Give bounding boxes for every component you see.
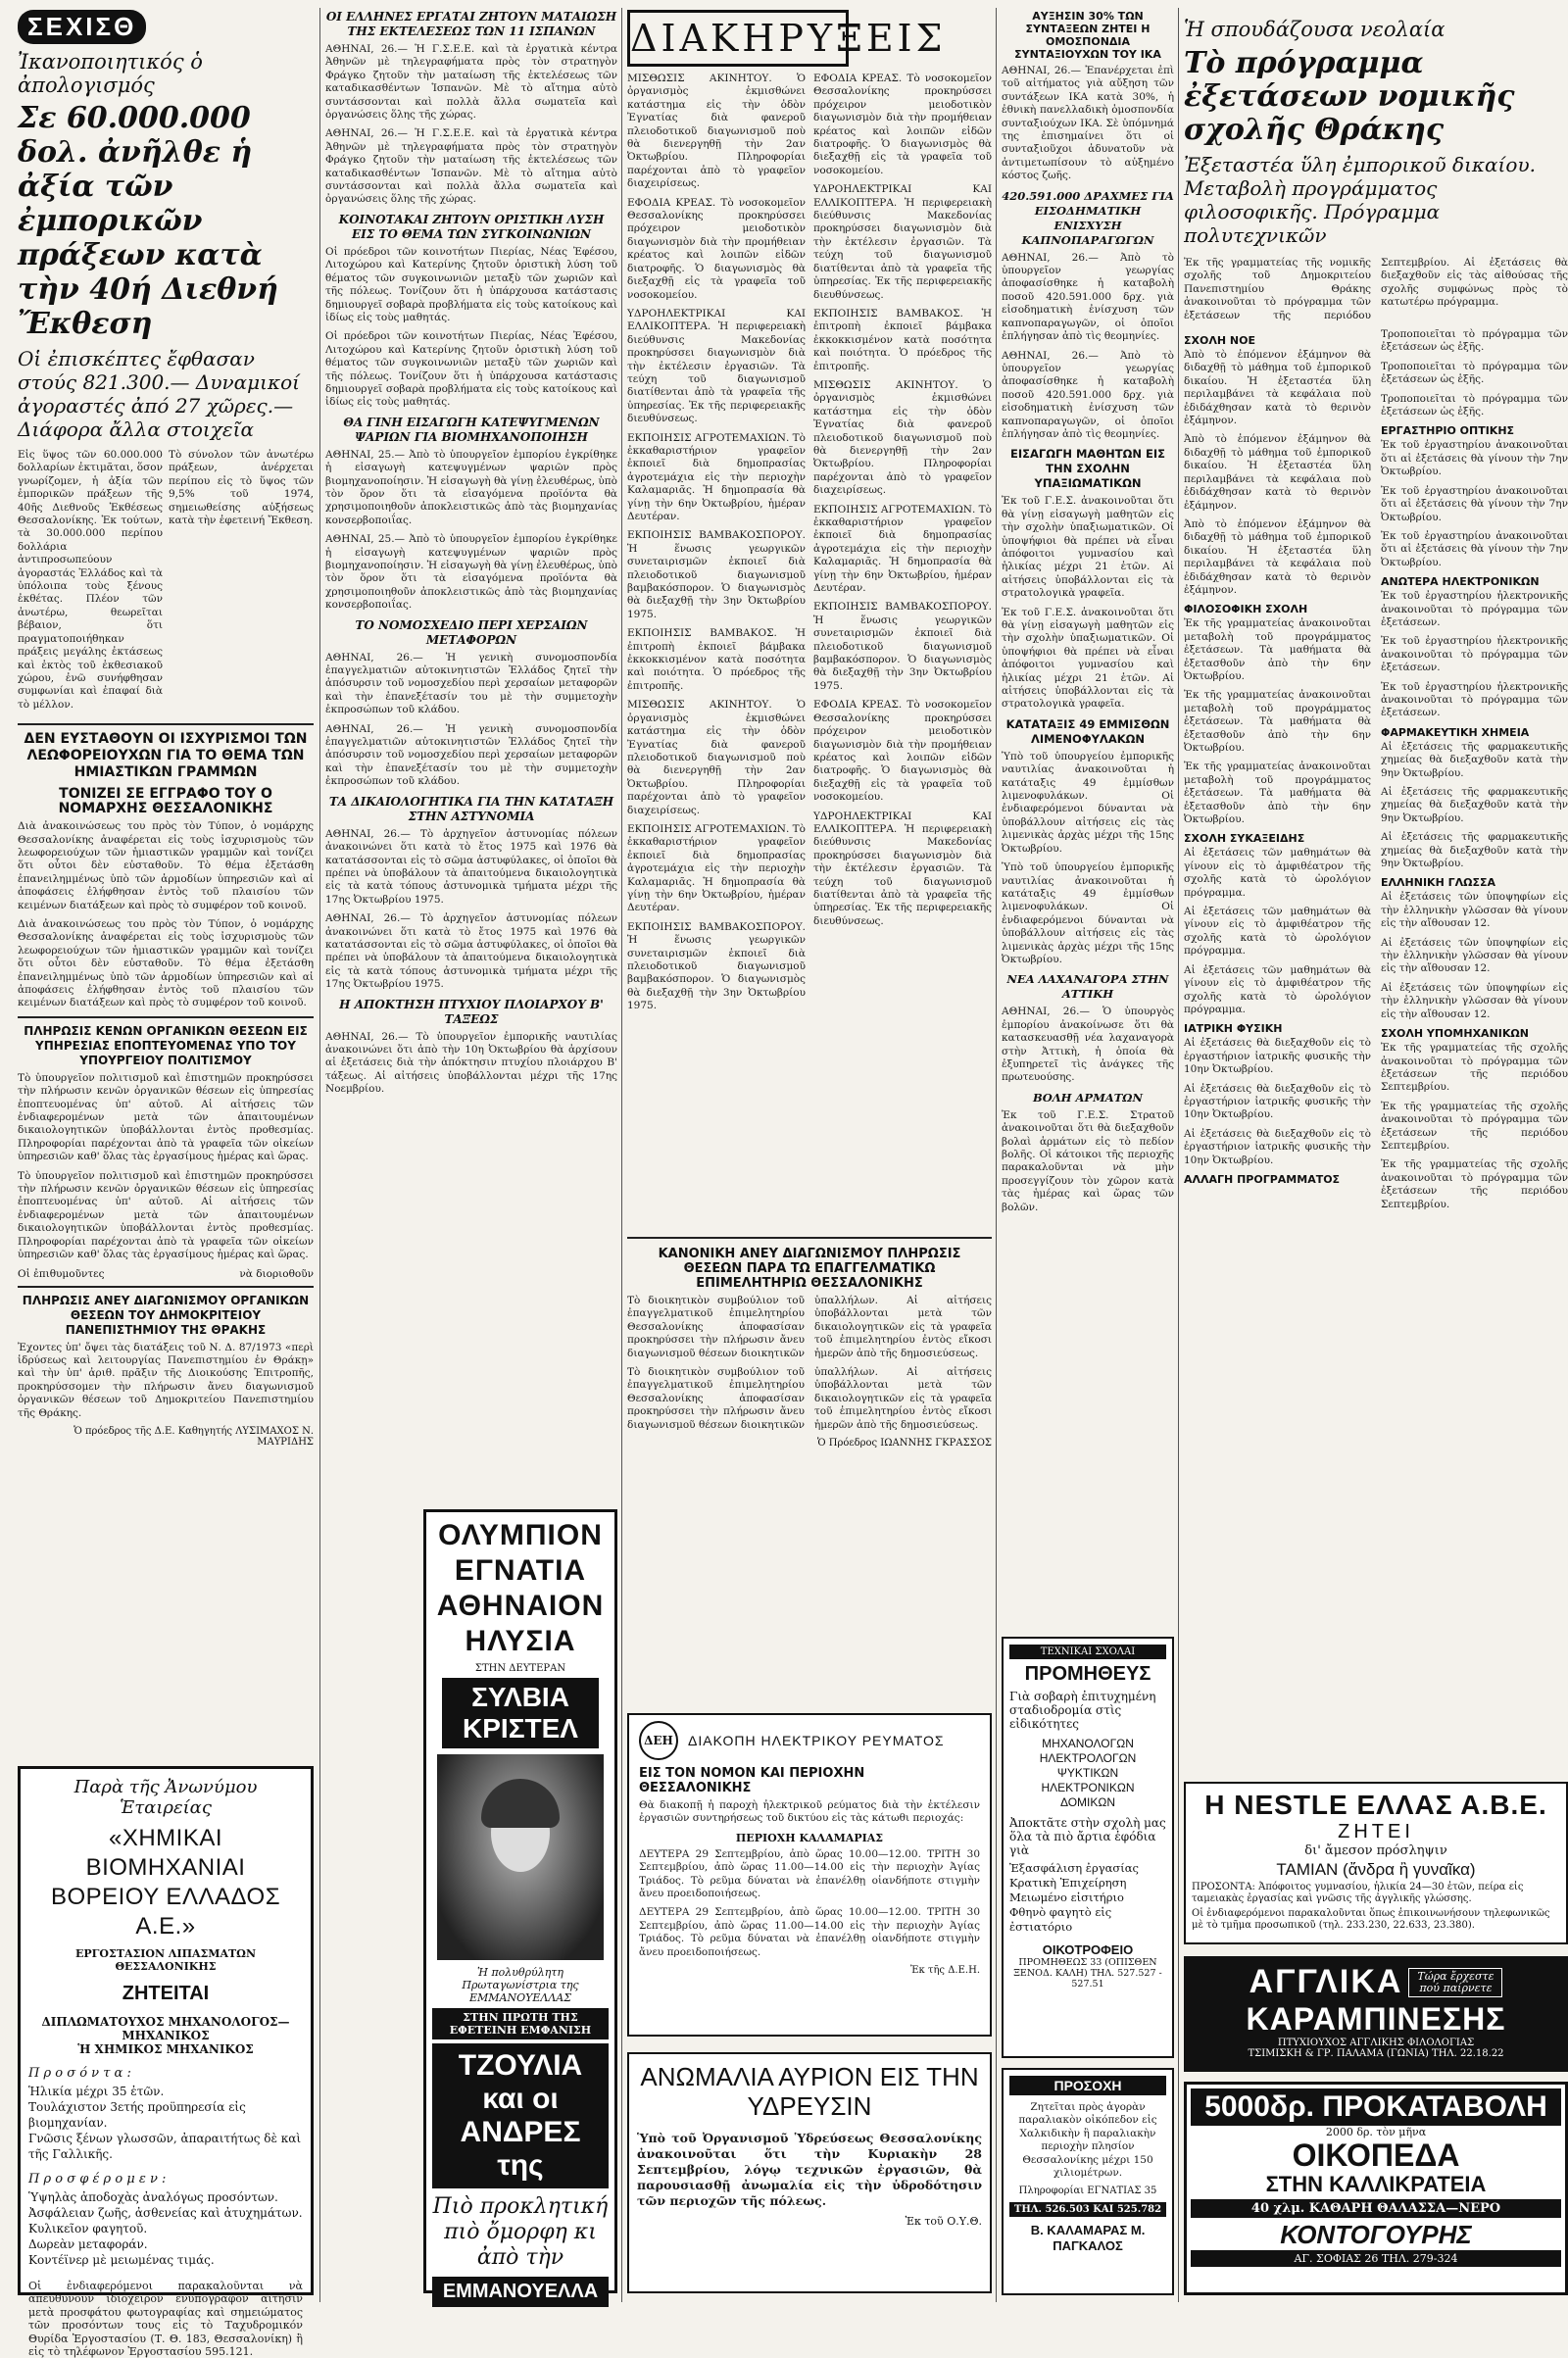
- exam-section-text: Ἐκ τῆς γραμματείας ἀνακοινοῦται μεταβολὴ τοῦ προγράμματος ἐξετάσεων. Τὰ μαθήματα θὰ ἐξετασθοῦν ἀπὸ τὴν 6ην Ὀκτωβρίου.: [1184, 617, 1371, 682]
- exam-section-text: Ἐκ τοῦ ἐργαστηρίου ἀνακοινοῦται ὅτι αἱ ἐξετάσεις θὰ γίνουν τὴν 7ην Ὀκτωβρίου.: [1381, 484, 1568, 523]
- exam-section-text: Αἱ ἐξετάσεις τῶν ὑποψηφίων εἰς τὴν ἑλληνικὴν γλῶσσαν θὰ γίνουν εἰς τὴν αἴθουσαν 12.: [1381, 936, 1568, 975]
- film-title: ΤΖΟΥΛΙΑ και οι ΑΝΔΡΕΣ της: [432, 2043, 609, 2188]
- dei-text-2: ΔΕΥΤΕΡΑ 29 Σεπτεμβρίου, ἀπὸ ὥρας 10.00—12.00. ΤΡΙΤΗ 30 Σεπτεμβρίου, ἀπὸ ὥρας 11.00—14.00 εἰς τὴν περιοχὴν Ἀγίας Τριάδος. Τὸ ρεῦμα δύναται νὰ ἐπανέλθῃ οἱανδήποτε στιγμὴν ἄνευ προειδοποιήσεως.: [639, 1847, 980, 1900]
- story-head-police: ΤΑ ΔΙΚΑΙΟΛΟΓΗΤΙΚΑ ΓΙΑ ΤΗΝ ΚΑΤΑΤΑΞΗ ΣΤΗΝ ΑΣΤΥΝΟΜΙΑ: [328, 794, 614, 823]
- story-text-police-repeat: ΑΘΗΝΑΙ, 26.— Τὸ ἀρχηγεῖον ἀστυνομίας πόλεων ἀνακοινώνει ὅτι κατὰ τὸ ἔτος 1975 καὶ 1976 θὰ κατατάσσονται εἰς τὸ σῶμα ἀστυφύλακες, οἱ ὁποῖοι θὰ πρέπει νὰ ὑποβάλουν τὰ ἀπαιτούμενα δικαιολογητικὰ εἰς τὰ κατὰ τόπους ἀστυνομικὰ τμήματα μέχρι τῆς 17ης Ὀκτωβρίου 1975.: [325, 912, 617, 991]
- story-text-transport-repeat: Οἱ πρόεδροι τῶν κοινοτήτων Πιερίας, Νέας Ἐφέσου, Λιτοχώρου καὶ Κατερίνης ζητοῦν ὁριστικὴ λύση τοῦ θέματος τῶν συγκοινωνιῶν μεταξὺ τῶν χωριῶν καὶ τῆς πόλεως. Τονίζουν ὅτι ἡ ὑπάρχουσα κατάστασις δημιουργεῖ σοβαρὰ προβλήματα εἰς τοὺς κατοίκους καὶ ἰδίως εἰς τοὺς μαθητάς.: [325, 330, 617, 409]
- ad-footer: Οἱ ἐνδιαφερόμενοι παρακαλοῦνται νὰ ἀπευθύνουν ἰδιόχειρον ἐνυπόγραφον αἴτησιν μετὰ προσφάτου φωτογραφίας καὶ σημειώματος τῶν προσόντων τους εἰς τὸ Ταχυδρομικόν Θυρίδα Ἐργοστασίου (Τ. Θ. 183, Θεσσαλονίκη) ἢ εἰς τὸ τηλέφωνον Ἐργοστασίου 595.121.: [28, 2280, 303, 2358]
- attention-text: Ζητεῖται πρὸς ἀγορὰν παραλιακὸν οἰκόπεδον εἰς Χαλκιδικὴν ἢ παραλιακὴν περιοχὴν πλησίον Θεσσαλονίκης μέχρι 150 χιλιομέτρων.: [1018, 2101, 1157, 2180]
- exam-section-text: Αἱ ἐξετάσεις τῶν μαθημάτων θὰ γίνουν εἰς τὸ ἀμφιθέατρον τῆς σχολῆς κατὰ τὸ ὡρολόγιον πρόγραμμα.: [1184, 963, 1371, 1015]
- exam-section-text: Τροποποιεῖται τὸ πρόγραμμα τῶν ἐξετάσεων ὡς ἑξῆς.: [1381, 328, 1568, 354]
- attention-names: Β. ΚΑΛΑΜΑΡΑΣ Μ. ΠΑΓΚΑΛΟΣ: [1030, 2223, 1146, 2254]
- story-text-freight: ΑΘΗΝΑΙ, 26.— Ἡ γενικὴ συνομοσπονδία ἐπαγγελματιῶν αὐτοκινητιστῶν Ἑλλάδος ζητεῖ τὴν ἀπόσυρσιν τοῦ νομοσχεδίου περὶ χερσαίων μεταφορῶν καὶ τὴν ἐπανεξέτασίν του μὲ τὴν συμμετοχὴν ἐκπροσώπων τοῦ κλάδου.: [325, 651, 617, 716]
- exam-section-head: ΑΛΛΑΓΗ ΠΡΟΓΡΑΜΜΑΤΟΣ: [1184, 1172, 1341, 1186]
- exam-section-text: Αἱ ἐξετάσεις τῆς φαρμακευτικῆς χημείας θὰ διεξαχθοῦν κατὰ τὴν 9ην Ὀκτωβρίου.: [1381, 786, 1568, 824]
- story-head-transport: ΚΟΙΝΟΤΑΚΑΙ ΖΗΤΟΥΝ ΟΡΙΣΤΙΚΗ ΛΥΣΗ ΕΙΣ ΤΟ ΘΕΜΑ ΤΩΝ ΣΥΓΚΟΙΝΩΝΙΩΝ: [338, 212, 605, 241]
- exam-section-text: Τροποποιεῖται τὸ πρόγραμμα τῶν ἐξετάσεων ὡς ἑξῆς.: [1381, 392, 1568, 418]
- story-text-fish-repeat: ΑΘΗΝΑΙ, 25.— Ἀπὸ τὸ ὑπουργεῖον ἐμπορίου ἐγκρίθηκε ἡ εἰσαγωγὴ κατεψυγμένων ψαριῶν πρὸς βιομηχανοποίησιν. Ἡ εἰσαγωγὴ θὰ γίνῃ ἐλευθέρως, ὑπὸ τὸν ὅρον ὅτι τὰ εἰσαγόμενα προϊόντα θὰ χρησιμοποιηθοῦν ἀποκλειστικῶς ἀπὸ τὰς βιομηχανίας κονσερβοποιΐας.: [325, 533, 617, 612]
- dei-logo-icon: ΔΕΗ: [639, 1721, 678, 1760]
- story-text-captain: ΑΘΗΝΑΙ, 26.— Τὸ ὑπουργεῖον ἐμπορικῆς ναυτιλίας ἀνακοινώνει ὅτι ἀπὸ τὴν 10η Ὀκτωβρίου θὰ ἀρχίσουν αἱ ἐξετάσεις διὰ τὴν ἀπόκτησιν πτυχίου πλοιάρχου Β' τάξεως. Αἱ αἰτήσεις ὑποβάλλονται μέχρι τῆς 17ης Νοεμβρίου.: [325, 1030, 617, 1096]
- column-1: [18, 0, 314, 2358]
- exam-section-text: Ἐκ τοῦ ἐργαστηρίου ἠλεκτρονικῆς ἀνακοινοῦται τὸ πρόγραμμα τῶν ἐξετάσεων.: [1381, 635, 1568, 674]
- dei-area: ΠΕΡΙΟΧΗ ΚΑΛΑΜΑΡΙΑΣ: [735, 1831, 884, 1844]
- ad-factory: ΕΡΓΟΣΤΑΣΙΟΝ ΛΙΠΑΣΜΑΤΩΝ ΘΕΣΣΑΛΟΝΙΚΗΣ: [74, 1947, 257, 1973]
- notice-head: ΚΑΝΟΝΙΚΗ ΑΝΕΥ ΔΙΑΓΩΝΙΣΜΟΥ ΠΛΗΡΩΣΙΣ ΘΕΣΕΩΝ ΠΑΡΑ ΤΩ ΕΠΑΓΓΕΛΜΑΤΙΚΩ ΕΠΙΜΕΛΗΤΗΡΙΩ ΘΕΣΣΑΛΟΝΙΚΗΣ: [658, 1247, 961, 1291]
- decl-text-2-repeat: ΕΦΟΔΙΑ ΚΡΕΑΣ. Τὸ νοσοκομεῖον Θεσσαλονίκης προκηρύσσει πρόχειρον μειοδοτικὸν διαγωνισμὸν διὰ τὴν προμήθειαν κρέατος καὶ λοιπῶν εἰδῶν διατροφῆς. Ὁ διαγωνισμὸς θὰ διεξαχθῇ εἰς τὰ γραφεῖα τοῦ νοσοκομείου.: [813, 73, 992, 176]
- school-perk-item: Φθηνὸ φαγητὸ εἰς ἐστιατόριο: [1009, 1905, 1112, 1934]
- ad-plots: [1184, 2082, 1568, 2295]
- story-text-market: ΑΘΗΝΑΙ, 26.— Ὁ ὑπουργὸς ἐμπορίου ἀνακοίνωσε ὅτι θὰ κατασκευασθῇ νέα λαχαναγορὰ στὴν Ἀττικὴ, ἡ ὁποία θὰ ἐξυπηρετεῖ τὶς ἀνάγκες τῆς πρωτευούσης.: [1002, 1006, 1174, 1084]
- english-name: ΚΑΡΑΜΠΙΝΕΣΗΣ: [1246, 2001, 1506, 2037]
- decl-text-3-repeat-2: ΥΔΡΟΗΛΕΚΤΡΙΚΑΙ ΚΑΙ ΕΛΛΙΚΟΠΤΕΡΑ. Ἡ περιφερειακὴ διεύθυνσις Μακεδονίας προκηρύσσει διαγωνισμὸν διὰ τὴν ἐκτέλεσιν ἐργασιῶν. Τὰ τεύχη τοῦ διαγωνισμοῦ διατίθενται ἀπὸ τὰ γραφεῖα τῆς ὑπηρεσίας. Ἐκ τῆς περιφερειακῆς διευθύνσεως.: [813, 810, 992, 927]
- exam-section-head: ΙΑΤΡΙΚΗ ΦΥΣΙΚΗ: [1184, 1022, 1283, 1036]
- ad-attention: [1002, 2068, 1174, 2295]
- school-perk-item: Ἐξασφάλιση ἐργασίας: [1009, 1861, 1139, 1875]
- headline-exams: Τὸ πρόγραμμα ἐξετάσεων νομικῆς σχολῆς Θράκης: [1184, 46, 1515, 147]
- offer-item: Κυλικεῖον φαγητοῦ.: [28, 2222, 148, 2235]
- exam-section-text: Αἱ ἐξετάσεις θὰ διεξαχθοῦν εἰς τὸ ἐργαστήριον ἰατρικῆς φυσικῆς τὴν 10ην Ὀκτωβρίου.: [1184, 1127, 1371, 1166]
- story-text-thrace: Ἐχοντες ὑπ' ὄψει τὰς διατάξεις τοῦ Ν. Δ. 87/1973 «περὶ ἱδρύσεως καὶ λειτουργίας Πανεπιστημίου ἐν Θράκῃ» καὶ τὴν ὑπ' ἀριθ. πρᾶξιν τῆς Διοικούσης Ἐπιτροπῆς, προκηρύσσομεν τὴν πλήρωσιν ἄνευ διαγωνισμοῦ ὀργανικῶν θέσεων τοῦ Δημοκριτείου Πανεπιστημίου τῆς Θράκης.: [18, 1341, 314, 1419]
- exam-section-head: ΣΧΟΛΗ ΥΠΟΜΗΧΑΝΙΚΩΝ: [1381, 1027, 1529, 1041]
- exam-section-text: Αἱ ἐξετάσεις τῆς φαρμακευτικῆς χημείας θὰ διεξαχθοῦν κατὰ τὴν 9ην Ὀκτωβρίου.: [1381, 740, 1568, 779]
- schools-text: Ἀποκτᾶτε στὴν σχολὴ μας ὅλα τὰ πιὸ ἄρτια ἐφόδια γιὰ: [1009, 1816, 1166, 1857]
- story-text-culture-repeat: Τὸ ὑπουργεῖον πολιτισμοῦ καὶ ἐπιστημῶν προκηρύσσει τὴν πλήρωσιν κενῶν ὀργανικῶν θέσεων εἰς ὑπηρεσίας ἐποπτευομένας ὑπ' αὐτοῦ. Αἱ αἰτήσεις τῶν ἐνδιαφερομένων μετὰ τῶν ἀπαιτουμένων δικαιολογητικῶν ὑποβάλλονται ἐντὸς προθεσμίας. Πληροφορίαι παρέχονται ἀπὸ τὰ γραφεῖα τῶν οἰκείων ὑπηρεσιῶν καθ' ὅλας τὰς ἐργασίμους ἡμέρας καὶ ὥρας.: [18, 1169, 314, 1261]
- ad-seeks: ΖΗΤΕΙΤΑΙ: [122, 1983, 210, 2004]
- decl-text-2-repeat-2: ΕΦΟΔΙΑ ΚΡΕΑΣ. Τὸ νοσοκομεῖον Θεσσαλονίκης προκηρύσσει πρόχειρον μειοδοτικὸν διαγωνισμὸν διὰ τὴν προμήθειαν κρέατος καὶ λοιπῶν εἰδῶν διατροφῆς. Ὁ διαγωνισμὸς θὰ διεξαχθῇ εἰς τὰ γραφεῖα τοῦ νοσοκομείου.: [813, 699, 992, 804]
- nestle-sub: δι' ἄμεσον πρόσληψιν: [1304, 1843, 1447, 1858]
- cinema-tagline: Ἡ πολυθρύλητη Πρωταγωνίστρια της ΕΜΜΑΝΟΥΕΛΛΑΣ: [462, 1966, 579, 2004]
- story-text-buses-repeat: Διὰ ἀνακοινώσεως του πρὸς τὸν Τύπον, ὁ νομάρχης Θεσσαλονίκης ἀναφέρεται εἰς τοὺς ἰσχυρισμοὺς τῶν λεωφορειούχων τῶν ἡμιαστικῶν γραμμῶν καὶ τονίζει ὅτι οὗτοι δὲν εὐσταθοῦν. Τὸ θέμα ἐξετάσθη ἐπανειλημμένως ὑπὸ τῶν ἁρμοδίων ὑπηρεσιῶν καὶ αἱ ἀποφάσεις ἐλήφθησαν ἐντὸς τοῦ πλαισίου τῶν κειμένων διατάξεων καὶ πρὸς τὸ συμφέρον τοῦ κοινοῦ.: [18, 917, 314, 1009]
- exam-section-head: ΣΧΟΛΗ ΣΥΚΑΞΕΙΔΗΣ: [1184, 832, 1305, 846]
- cinema-list: [432, 1518, 609, 1659]
- cinema-name: ΕΜΜΑΝΟΥΕΛΛΑ: [432, 2277, 609, 2307]
- exam-section-text: Ἀπὸ τὸ ἐπόμενον ἐξάμηνον θὰ διδαχθῇ τὸ μάθημα τοῦ ἐμπορικοῦ δικαίου. Ἡ ἐξεταστέα ὕλη περιλαμβάνει τὰ κεφάλαια ποὺ ἐδιδάχθησαν κατὰ τὸ θερινὸν ἐξάμηνον.: [1184, 517, 1371, 596]
- plots-addr: ΑΓ. ΣΟΦΙΑΣ 26 ΤΗΛ. 279-324: [1191, 2250, 1561, 2267]
- dei-org: ΔΙΑΚΟΠΗ ΗΛΕΚΤΡΙΚΟΥ ΡΕΥΜΑΤΟΣ: [688, 1733, 945, 1748]
- column-2: [325, 0, 617, 2310]
- notice-text-repeat: Τὸ διοικητικὸν συμβούλιον τοῦ ἐπαγγελματικοῦ ἐπιμελητηρίου Θεσσαλονίκης ἀποφασίσαν προκηρύσσει τὴν πλήρωσιν ἄνευ διαγωνισμοῦ θέσεων διοικητικῶν ὑπαλλήλων. Αἱ αἰτήσεις ὑποβάλλονται μετὰ τῶν δικαιολογητικῶν εἰς τὰ γραφεῖα τοῦ ἐπιμελητηρίου ἐντὸς εἴκοσι ἡμερῶν ἀπὸ τῆς δημοσιεύσεως.: [627, 1366, 992, 1431]
- schools-perks: [1009, 1861, 1166, 1935]
- english-title: ΑΓΓΛΙΚΑ: [1249, 1963, 1403, 2000]
- offer-item: Δωρεὰν μεταφοράν.: [28, 2237, 148, 2251]
- nestle-name: Η NESTLE ΕΛΛΑΣ Α.Β.Ε.: [1204, 1790, 1547, 1820]
- cinema-name-item: ΕΓΝΑΤΙΑ: [454, 1554, 587, 1587]
- story-text-spain-repeat: ΑΘΗΝΑΙ, 26.— Ἡ Γ.Σ.Ε.Ε. καὶ τὰ ἐργατικὰ κέντρα Ἀθηνῶν μὲ τηλεγραφήματα πρὸς τὸν στρατηγὸν Φράγκο ζητοῦν τὴν ματαίωση τῆς ἐκτελέσεως τῶν καταδικασθέντων Ἱσπανῶν. Μὲ τὸ αἴτημα αὐτὸ συντάσσονται καὶ πολλὰ ἄλλα σωματεῖα καὶ ὀργανώσεις ὅλης τῆς χώρας.: [325, 127, 617, 206]
- decl-text-1-repeat-2: ΜΙΣΘΩΣΙΣ ΑΚΙΝΗΤΟΥ. Ὁ ὀργανισμὸς ἐκμισθώνει κατάστημα εἰς τὴν ὁδὸν Ἐγνατίας διὰ φανεροῦ πλειοδοτικοῦ διαγωνισμοῦ ποὺ θὰ διενεργηθῇ τὴν 2αν Ὀκτωβρίου. Πληροφορίαι παρέχονται ἀπὸ τὸ γραφεῖον διαχειρίσεως.: [813, 378, 992, 497]
- exam-section-text: Αἱ ἐξετάσεις θὰ διεξαχθοῦν εἰς τὸ ἐργαστήριον ἰατρικῆς φυσικῆς τὴν 10ην Ὀκτωβρίου.: [1184, 1037, 1371, 1076]
- school-role-item: ΗΛΕΚΤΡΟΛΟΓΩΝ: [1039, 1751, 1137, 1765]
- story-text-tobacco: ΑΘΗΝΑΙ, 26.— Ἀπὸ τὸ ὑπουργεῖον γεωργίας ἀποφασίσθηκε ἡ καταβολὴ ποσοῦ 420.591.000 δρχ. γιὰ εἰσοδηματικὴ ἐνίσχυση τῶν καπνοπαραγωγῶν, οἱ ὁποῖοι ἐπλήγησαν ἀπὸ τὶς θεομηνίες.: [1002, 251, 1174, 343]
- attention-header: ΠΡΟΣΟΧΗ: [1009, 2076, 1166, 2095]
- dei-notice: [627, 1713, 992, 2037]
- plots-price: 5000δρ. ΠΡΟΚΑΤΑΒΟΛΗ: [1191, 2088, 1561, 2126]
- offer-item: Κοντέϊνερ μὲ μειωμένας τιμάς.: [28, 2253, 215, 2267]
- notice-sign: Ὁ Πρόεδρος ΙΩΑΝΝΗΣ ΓΚΡΑΣΣΟΣ: [817, 1438, 992, 1449]
- decl-text-5-repeat-2: ΕΚΠΟΙΗΣΙΣ ΒΑΜΒΑΚΟΣΠΟΡΟΥ. Ἡ ἕνωσις γεωργικῶν συνεταιρισμῶν ἐκποιεῖ διὰ πλειοδοτικοῦ διαγωνισμοῦ βαμβακόσπορον. Ὁ διαγωνισμὸς θὰ διεξαχθῇ τὴν 3ην Ὀκτωβρίου 1975.: [813, 601, 992, 692]
- school-role-item: ΜΗΧΑΝΟΛΟΓΩΝ: [1042, 1737, 1134, 1750]
- exam-section-head: ΕΡΓΑΣΤΗΡΙΟ ΟΠΤΙΚΗΣ: [1381, 424, 1515, 438]
- exam-section-head: ΑΝΩΤΕΡΑ ΗΛΕΚΤΡΟΝΙΚΩΝ: [1381, 575, 1540, 589]
- story-text-nco: Ἐκ τοῦ Γ.Ε.Σ. ἀνακοινοῦται ὅτι θὰ γίνῃ εἰσαγωγὴ μαθητῶν εἰς τὴν σχολὴν ὑπαξιωματικῶν. Οἱ ὑποψήφιοι θὰ πρέπει νὰ εἶναι ἀπόφοιτοι γυμνασίου καὶ ἡλικίας μέχρι 21 ἐτῶν. Αἱ αἰτήσεις ὑποβάλλονται εἰς τὰ στρατολογικὰ γραφεῖα.: [1002, 495, 1174, 600]
- story-sub-buses: ΤΟΝΙΖΕΙ ΣΕ ΕΓΓΡΑΦΟ ΤΟΥ Ο ΝΟΜΑΡΧΗΣ ΘΕΣΣΑΛΟΝΙΚΗΣ: [58, 786, 273, 817]
- lead-subhead: Οἱ ἐπισκέπτες ἔφθασαν στούς 821.300.— Δυναμικοί ἀγοραστές ἀπό 27 χῶρες.— Διάφορα ἄλλα στοιχεῖα: [18, 347, 300, 441]
- story-head-thrace: ΠΛΗΡΩΣΙΣ ΑΝΕΥ ΔΙΑΓΩΝΙΣΜΟΥ ΟΡΓΑΝΙΚΩΝ ΘΕΣΕΩΝ ΤΟΥ ΔΗΜΟΚΡΙΤΕΙΟΥ ΠΑΝΕΠΙΣΤΗΜΙΟΥ ΤΗΣ ΘΡΑΚΗΣ: [22, 1293, 310, 1337]
- ad-intro: Παρὰ τῆς Ἀνωνύμου Ἑταιρείας: [74, 1777, 258, 1818]
- story-text-police: ΑΘΗΝΑΙ, 26.— Τὸ ἀρχηγεῖον ἀστυνομίας πόλεων ἀνακοινώνει ὅτι κατὰ τὸ ἔτος 1975 καὶ 1976 θὰ κατατάσσονται εἰς τὸ σῶμα ἀστυφύλακες, οἱ ὁποῖοι θὰ πρέπει νὰ ὑποβάλουν τὰ ἀπαιτούμενα δικαιολογητικὰ εἰς τὰ κατὰ τόπους ἀστυνομικὰ τμήματα μέχρι τῆς 17ης Ὀκτωβρίου 1975.: [325, 827, 617, 906]
- plots-line-5: ΚΟΝΤΟΓΟΥΡΗΣ: [1280, 2220, 1472, 2249]
- story-text-fish: ΑΘΗΝΑΙ, 25.— Ἀπὸ τὸ ὑπουργεῖον ἐμπορίου ἐγκρίθηκε ἡ εἰσαγωγὴ κατεψυγμένων ψαριῶν πρὸς βιομηχανοποίησιν. Ἡ εἰσαγωγὴ θὰ γίνῃ ἐλευθέρως, ὑπὸ τὸν ὅρον ὅτι τὰ εἰσαγόμενα προϊόντα θὰ χρησιμοποιηθοῦν ἀποκλειστικῶς ἀπὸ τὰς βιομηχανίας κονσερβοποιΐας.: [325, 448, 617, 526]
- column-logo: ΣΕΧΙΣΘ: [18, 10, 146, 44]
- story-head-buses: ΔΕΝ ΕΥΣΤΑΘΟΥΝ ΟΙ ΙΣΧΥΡΙΣΜΟΙ ΤΩΝ ΛΕΩΦΟΡΕΙΟΥΧΩΝ ΓΙΑ ΤΟ ΘΕΜΑ ΤΩΝ ΗΜΙΑΣΤΙΚΩΝ ΓΡΑΜΜΩΝ: [24, 731, 308, 781]
- ad-offer-list: [28, 2189, 303, 2268]
- schools-roles: [1009, 1737, 1166, 1810]
- dei-sign: Ἐκ τῆς Δ.Ε.Η.: [909, 1965, 980, 1977]
- star-photo: [437, 1754, 604, 1960]
- ad-req-title: Π ρ ο σ ό ν τ α :: [28, 2066, 131, 2081]
- story-text-buses: Διὰ ἀνακοινώσεως του πρὸς τὸν Τύπον, ὁ νομάρχης Θεσσαλονίκης ἀναφέρεται εἰς τοὺς ἰσχυρισμοὺς τῶν λεωφορειούχων τῶν ἡμιαστικῶν γραμμῶν καὶ τονίζει ὅτι οὗτοι δὲν εὐσταθοῦν. Τὸ θέμα ἐξετάσθη ἐπανειλημμένως ὑπὸ τῶν ἁρμοδίων ὑπηρεσιῶν καὶ αἱ ἀποφάσεις ἐλήφθησαν ἐντὸς τοῦ πλαισίου τῶν κειμένων διατάξεων καὶ πρὸς τὸ συμφέρον τοῦ κοινοῦ.: [18, 820, 314, 911]
- plots-line-2: ΟΙΚΟΠΕΔΑ: [1292, 2137, 1460, 2173]
- subhead-exams: Ἐξεταστέα ὕλη ἐμπορικοῦ δικαίου. Μεταβολὴ προγράμματος φιλοσοφικῆς. Πρόγραμμα πολυτεχνικῶν: [1184, 153, 1536, 247]
- column-5: [1184, 0, 1568, 2310]
- cinema-name-item: ΑΘΗΝΑΙΟΝ: [436, 1590, 605, 1622]
- exam-section-head: ΕΛΛΗΝΙΚΗ ΓΛΩΣΣΑ: [1381, 876, 1496, 890]
- requirement-item: Γνῶσις ξένων γλωσσῶν, ἀπαραιτήτως δὲ καὶ τῆς Γαλλικῆς.: [28, 2132, 302, 2161]
- cinema-kicker: Πιὸ προκλητική πιὸ ὄμορφη κι ἀπὸ τὴν: [432, 2194, 609, 2270]
- column-3: [627, 0, 992, 2310]
- cinema-name-item: ΟΛΥΜΠΙΟΝ: [438, 1519, 603, 1551]
- ad-chemical-industries: [18, 1766, 314, 2358]
- schools-housing: ΟΙΚΟΤΡΟΦΕΙΟ: [1042, 1942, 1134, 1957]
- plots-line-1: 2000 δρ. τὸν μῆνα: [1325, 2126, 1427, 2138]
- story-text-tanks: Ἐκ τοῦ Γ.Ε.Σ. Στρατοῦ ἀνακοινοῦται ὅτι θὰ διεξαχθοῦν βολαὶ ἁρμάτων εἰς τὸ πεδίον βολῆς. Οἱ κάτοικοι τῆς περιοχῆς παρακαλοῦνται νὰ μὴν προσεγγίζουν τὸν χῶρον κατὰ τὰς ἡμέρας καὶ ὥρας τῶν βολῶν.: [1002, 1108, 1174, 1213]
- school-perk-item: Μειωμένο εἰσιτήριο: [1009, 1891, 1124, 1904]
- story-text-tobacco-repeat: ΑΘΗΝΑΙ, 26.— Ἀπὸ τὸ ὑπουργεῖον γεωργίας ἀποφασίσθηκε ἡ καταβολὴ ποσοῦ 420.591.000 δρχ. γιὰ εἰσοδηματικὴ ἐνίσχυση τῶν καπνοπαραγωγῶν, οἱ ὁποῖοι ἐπλήγησαν ἀπὸ τὶς θεομηνίες.: [1002, 349, 1174, 440]
- requirement-item: Τουλάχιστον 3ετής προϋπηρεσία εἰς βιομηχανίαν.: [28, 2100, 246, 2130]
- plots-line-4: 40 χλμ. ΚΑΘΑΡΗ ΘΑΛΑΣΣΑ—ΝΕΡΟ: [1191, 2199, 1561, 2218]
- offer-item: Ἀσφάλειαν ζωῆς, ἀσθενείας καὶ ἀτυχημάτων.: [28, 2206, 303, 2220]
- exam-section-text: Ἀπὸ τὸ ἐπόμενον ἐξάμηνον θὰ διδαχθῇ τὸ μάθημα τοῦ ἐμπορικοῦ δικαίου. Ἡ ἐξεταστέα ὕλη περιλαμβάνει τὰ κεφάλαια ποὺ ἐδιδάχθησαν κατὰ τὸ θερινὸν ἐξάμηνον.: [1184, 349, 1371, 427]
- exam-section-text: Τροποποιεῖται τὸ πρόγραμμα τῶν ἐξετάσεων ὡς ἑξῆς.: [1381, 360, 1568, 386]
- lead-text-2: Τὸ σύνολον τῶν ἀνωτέρω πράξεων, ἀνέρχεται περίπου εἰς τὸ ὕψος τῶν 9,5% τοῦ 1974, σημειωθείσης αὐξήσεως κατὰ τὴν ἐφετεινή Ἔκθεση.: [169, 449, 314, 527]
- story-text-nco-repeat: Ἐκ τοῦ Γ.Ε.Σ. ἀνακοινοῦται ὅτι θὰ γίνῃ εἰσαγωγὴ μαθητῶν εἰς τὴν σχολὴν ὑπαξιωματικῶν. Οἱ ὑποψήφιοι θὰ πρέπει νὰ εἶναι ἀπόφοιτοι γυμνασίου καὶ ἡλικίας μέχρι 21 ἐτῶν. Αἱ αἰτήσεις ὑποβάλλονται εἰς τὰ στρατολογικὰ γραφεῖα.: [1002, 606, 1174, 711]
- nestle-footer: Οἱ ἐνδιαφερόμενοι παρακαλοῦνται ὅπως ἐπικοινωνήσουν τηλεφωνικῶς μὲ τὸ τμῆμα προσωπικοῦ (τηλ. 233.230, 22.633, 23.380).: [1192, 1908, 1550, 1931]
- story-head-tobacco: 420.591.000 ΔΡΑΧΜΕΣ ΓΙΑ ΕΙΣΟΔΗΜΑΤΙΚΗ ΕΝΙΣΧΥΣΗ ΚΑΠΝΟΠΑΡΑΓΩΓΩΝ: [1002, 188, 1174, 247]
- ad-offer-title: Π ρ ο σ φ έ ρ ο μ ε ν :: [28, 2172, 167, 2186]
- story-head-culture: ΠΛΗΡΩΣΙΣ ΚΕΝΩΝ ΟΡΓΑΝΙΚΩΝ ΘΕΣΕΩΝ ΕΙΣ ΥΠΗΡΕΣΙΑΣ ΕΠΟΠΤΕΥΟΜΕΝΑΣ ΥΠΟ ΤΟΥ ΥΠΟΥΡΓΕΙΟΥ ΠΟΛΙΤΙΣΜΟΥ: [24, 1023, 308, 1067]
- exam-section-text: Ἐκ τῆς γραμματείας ἀνακοινοῦται μεταβολὴ τοῦ προγράμματος ἐξετάσεων. Τὰ μαθήματα θὰ ἐξετασθοῦν ἀπὸ τὴν 6ην Ὀκτωβρίου.: [1184, 689, 1371, 754]
- exams-lead-text: Ἐκ τῆς γραμματείας τῆς νομικῆς σχολῆς τοῦ Δημοκριτείου Πανεπιστημίου Θράκης ἀνακοινοῦται τὸ πρόγραμμα τῶν ἐξετάσεων τῆς περιόδου Σεπτεμβρίου. Αἱ ἐξετάσεις θὰ διεξαχθοῦν εἰς τὰς αἰθούσας τῆς σχολῆς συμφώνως πρὸς τὸ κατωτέρω πρόγραμμα.: [1184, 257, 1568, 321]
- story-head-nco: ΕΙΣΑΓΩΓΗ ΜΑΘΗΤΩΝ ΕΙΣ ΤΗΝ ΣΧΟΛΗΝ ΥΠΑΞΙΩΜΑΤΙΚΩΝ: [1010, 447, 1165, 491]
- story-head-coastguard: ΚΑΤΑΤΑΞΙΣ 49 ΕΜΜΙΣΘΩΝ ΛΙΜΕΝΟΦΥΛΑΚΩΝ: [1005, 716, 1170, 746]
- column-4: [1002, 0, 1174, 2310]
- water-text: Ὑπὸ τοῦ Ὀργανισμοῦ Ὑδρεύσεως Θεσσαλονίκης ἀνακοινοῦται ὅτι τὴν Κυριακὴν 28 Σεπτεμβρίου, λόγῳ τεχνικῶν ἐργασιῶν, θὰ παρουσιασθῇ ἀνωμαλία εἰς τὴν ὑδροδότησιν τῶν περιοχῶν τῆς πόλεως.: [637, 2131, 982, 2208]
- nestle-req: ΠΡΟΣΟΝΤΑ: Ἀπόφοιτος γυμνασίου, ἡλικία 24—30 ἐτῶν, πείρα εἰς ταμειακὰς ἐργασίας καὶ γνῶσις τῆς ἀγγλικῆς γλώσσης.: [1192, 1882, 1524, 1904]
- exam-section-text: Ἐκ τῆς γραμματείας τῆς σχολῆς ἀνακοινοῦται τὸ πρόγραμμα τῶν ἐξετάσεων τῆς περιόδου Σεπτεμβρίου.: [1381, 1042, 1568, 1094]
- story-text-pensions: ΑΘΗΝΑΙ, 26.— Ἐπανέρχεται ἐπὶ τοῦ αἰτήματος γιὰ αὔξηση τῶν συντάξεων ΙΚΑ κατὰ 30%, ἡ ἐθνικὴ πανελλαδικὴ ὁμοσπονδία συνταξιούχων ΙΚΑ. Σὲ ὑπόμνημά της ἐπισημαίνει ὅτι οἱ συνταξιοῦχοι ἀδυνατοῦν νὰ ἀντιμετωπίσουν τὸ αὐξημένο κόστος ζωῆς.: [1002, 65, 1174, 182]
- requirement-item: Ἡλικία μέχρι 35 ἐτῶν.: [28, 2085, 165, 2098]
- decl-text-1: ΜΙΣΘΩΣΙΣ ΑΚΙΝΗΤΟΥ. Ὁ ὀργανισμὸς ἐκμισθώνει κατάστημα εἰς τὴν ὁδὸν Ἐγνατίας διὰ φανεροῦ πλειοδοτικοῦ διαγωνισμοῦ ποὺ θὰ διενεργηθῇ τὴν 2αν Ὀκτωβρίου. Πληροφορίαι παρέχονται ἀπὸ τὸ γραφεῖον διαχειρίσεως.: [627, 73, 806, 190]
- notice-text: Τὸ διοικητικὸν συμβούλιον τοῦ ἐπαγγελματικοῦ ἐπιμελητηρίου Θεσσαλονίκης ἀποφασίσαν προκηρύσσει τὴν πλήρωσιν ἄνευ διαγωνισμοῦ θέσεων διοικητικῶν ὑπαλλήλων. Αἱ αἰτήσεις ὑποβάλλονται μετὰ τῶν δικαιολογητικῶν εἰς τὰ γραφεῖα τοῦ ἐπιμελητηρίου ἐντὸς εἴκοσι ἡμερῶν ἀπὸ τῆς δημοσιεύσεως.: [627, 1295, 992, 1359]
- dei-head: ΕΙΣ ΤΟΝ ΝΟΜΟΝ ΚΑΙ ΠΕΡΙΟΧΗΝ ΘΕΣΣΑΛΟΝΙΚΗΣ: [639, 1766, 865, 1795]
- ad-role-1: ΔΙΠΛΩΜΑΤΟΥΧΟΣ ΜΗΧΑΝΟΛΟΓΟΣ—ΜΗΧΑΝΙΚΟΣ: [41, 2015, 290, 2042]
- nestle-seeks: ΖΗΤΕΙ: [1338, 1821, 1414, 1842]
- english-banner: Τώρα ἔρχεστε πού παίρνετε: [1408, 1968, 1502, 1997]
- water-head: ΑΝΩΜΑΛΙΑ ΑΥΡΙΟΝ ΕΙΣ ΤΗΝ ΥΔΡΕΥΣΙΝ: [640, 2062, 979, 2121]
- attention-phone: ΤΗΛ. 526.503 ΚΑΙ 525.782: [1009, 2202, 1166, 2217]
- exam-section-head: ΦΙΛΟΣΟΦΙΚΗ ΣΧΟΛΗ: [1184, 603, 1308, 616]
- lead-headline: Σε 60.000.000 δολ. ἀνῆλθε ἡ ἀξία τῶν ἐμπορικῶν πράξεων κατὰ τὴν 40ή Διεθνή Ἔκθεση: [18, 101, 278, 341]
- story-sign-right: νὰ διοριοθοῦν: [239, 1267, 314, 1280]
- exam-section-text: Αἱ ἐξετάσεις τῶν μαθημάτων θὰ γίνουν εἰς τὸ ἀμφιθέατρον τῆς σχολῆς κατὰ τὸ ὡρολόγιον πρόγραμμα.: [1184, 906, 1371, 958]
- story-head-spain: ΟΙ ΕΛΛΗΝΕΣ ΕΡΓΑΤΑΙ ΖΗΤΟΥΝ ΜΑΤΑΙΩΣΗ ΤΗΣ ΕΚΤΕΛΕΣΕΩΣ ΤΩΝ 11 ΙΣΠΑΝΩΝ: [325, 10, 617, 38]
- decl-text-1-repeat: ΜΙΣΘΩΣΙΣ ΑΚΙΝΗΤΟΥ. Ὁ ὀργανισμὸς ἐκμισθώνει κατάστημα εἰς τὴν ὁδὸν Ἐγνατίας διὰ φανεροῦ πλειοδοτικοῦ διαγωνισμοῦ ποὺ θὰ διενεργηθῇ τὴν 2αν Ὀκτωβρίου. Πληροφορίαι παρέχονται ἀπὸ τὸ γραφεῖον διαχειρίσεως.: [627, 699, 806, 816]
- english-sub: ΠΤΥΧΙΟΥΧΟΣ ΑΓΓΛΙΚΗΣ ΦΙΛΟΛΟΓΙΑΣ: [1277, 2038, 1475, 2048]
- story-head-market: ΝΕΑ ΛΑΧΑΝΑΓΟΡΑ ΣΤΗΝ ΑΤΤΙΚΗ: [1006, 972, 1169, 1002]
- story-head-captain: Η ΑΠΟΚΤΗΣΗ ΠΤΥΧΙΟΥ ΠΛΟΙΑΡΧΟΥ Β' ΤΑΞΕΩΣ: [339, 997, 604, 1026]
- decl-text-6-repeat: ΕΚΠΟΙΗΣΙΣ ΒΑΜΒΑΚΟΣ. Ἡ ἐπιτροπὴ ἐκποιεῖ βάμβακα ἐκκοκκισμένον κατὰ ποσότητα καὶ ποιότητα. Ὁ πρόεδρος τῆς ἐπιτροπῆς.: [813, 307, 992, 372]
- school-role-item: ΗΛΕΚΤΡΟΝΙΚΩΝ: [1041, 1781, 1135, 1794]
- decl-text-6: ΕΚΠΟΙΗΣΙΣ ΒΑΜΒΑΚΟΣ. Ἡ ἐπιτροπὴ ἐκποιεῖ βάμβακα ἐκκοκκισμένον κατὰ ποσότητα καὶ ποιότητα. Ὁ πρόεδρος τῆς ἐπιτροπῆς.: [627, 627, 806, 692]
- english-addr: ΤΣΙΜΙΣΚΗ & ΓΡ. ΠΑΛΑΜΑ (ΓΩΝΙΑ) ΤΗΛ. 22.18.22: [1248, 2048, 1504, 2059]
- decl-text-3: ΥΔΡΟΗΛΕΚΤΡΙΚΑΙ ΚΑΙ ΕΛΛΙΚΟΠΤΕΡΑ. Ἡ περιφερειακὴ διεύθυνσις Μακεδονίας προκηρύσσει διαγωνισμὸν διὰ τὴν ἐκτέλεσιν ἐργασιῶν. Τὰ τεύχη τοῦ διαγωνισμοῦ διατίθενται ἀπὸ τὰ γραφεῖα τῆς ὑπηρεσίας. Ἐκ τῆς περιφερειακῆς διευθύνσεως.: [627, 307, 806, 425]
- story-text-freight-repeat: ΑΘΗΝΑΙ, 26.— Ἡ γενικὴ συνομοσπονδία ἐπαγγελματιῶν αὐτοκινητιστῶν Ἑλλάδος ζητεῖ τὴν ἀπόσυρσιν τοῦ νομοσχεδίου περὶ χερσαίων μεταφορῶν καὶ τὴν ἐπανεξέτασίν του μὲ τὴν συμμετοχὴν ἐκπροσώπων τοῦ κλάδου.: [325, 722, 617, 788]
- ad-company-name: «ΧΗΜΙΚΑΙ ΒΙΟΜΗΧΑΝΙΑΙ ΒΟΡΕΙΟΥ ΕΛΛΑΔΟΣ Α.Ε.»: [50, 1825, 281, 1940]
- cinema-tagline-2: ΣΤΗΝ ΠΡΩΤΗ ΤΗΣ ΕΦΕΤΕΙΝΗ ΕΜΦΑΝΙΣΗ: [432, 2008, 609, 2039]
- exam-section-text: Αἱ ἐξετάσεις τῆς φαρμακευτικῆς χημείας θὰ διεξαχθοῦν κατὰ τὴν 9ην Ὀκτωβρίου.: [1381, 831, 1568, 870]
- star-name: ΣΥΛΒΙΑ ΚΡΙΣΤΕΛ: [442, 1678, 599, 1748]
- exam-section-head: ΦΑΡΜΑΚΕΥΤΙΚΗ ΧΗΜΕΙΑ: [1381, 725, 1530, 739]
- exam-section-text: Ἀπὸ τὸ ἐπόμενον ἐξάμηνον θὰ διδαχθῇ τὸ μάθημα τοῦ ἐμπορικοῦ δικαίου. Ἡ ἐξεταστέα ὕλη περιλαμβάνει τὰ κεφάλαια ποὺ ἐδιδάχθησαν κατὰ τὸ θερινὸν ἐξάμηνον.: [1184, 433, 1371, 512]
- exam-sections: [1184, 328, 1568, 1377]
- exam-section-text: Αἱ ἐξετάσεις τῶν ὑποψηφίων εἰς τὴν ἑλληνικὴν γλῶσσαν θὰ γίνουν εἰς τὴν αἴθουσαν 12.: [1381, 891, 1568, 930]
- lead-text: Εἰς ὕψος τῶν 60.000.000 δολλαρίων ἐκτιμᾶται, ὅσον γνωρίζομεν, ἡ ἀξία τῶν ἐμπορικῶν πράξεων τῆς 40ῆς Διεθνοῦς Ἐκθέσεως Θεσσαλονίκης. Ἐκ τούτων, τὰ 30.000.000 περίπου δολλάρια ἀντιπροσωπεύουν ἀγοραστάς Ἑλλάδος καὶ τὰ ὑπόλοιπα τοὺς ξένους ἐκθέτας. Πλέον τῶν ἀνωτέρω, θεωρεῖται βέβαιον, ὅτι πραγματοποιήθηκαν πράξεις μεγάλης ἐκτάσεως καὶ ἐκτὸς τοῦ ἐκθεσιακοῦ χώρου, ἐνῶ συνήφθησαν συμφωνίαι καὶ ἐπαφαί διὰ τὸ μέλλον.: [18, 449, 163, 711]
- exam-section-text: Ἐκ τῆς γραμματείας ἀνακοινοῦται μεταβολὴ τοῦ προγράμματος ἐξετάσεων. Τὰ μαθήματα θὰ ἐξετασθοῦν ἀπὸ τὴν 6ην Ὀκτωβρίου.: [1184, 761, 1371, 826]
- schools-name: ΠΡΟΜΗΘΕΥΣ: [1024, 1663, 1152, 1685]
- decl-text-4-repeat: ΕΚΠΟΙΗΣΙΣ ΑΓΡΟΤΕΜΑΧΙΩΝ. Τὸ ἐκκαθαριστήριον γραφεῖον ἐκποιεῖ διὰ δημοπρασίας ἀγροτεμάχια εἰς τὴν περιοχὴν Καλαμαριᾶς. Ἡ δημοπρασία θὰ γίνῃ τὴν 6ην Ὀκτωβρίου, ἡμέραν Δευτέραν.: [627, 822, 806, 914]
- decl-text-4: ΕΚΠΟΙΗΣΙΣ ΑΓΡΟΤΕΜΑΧΙΩΝ. Τὸ ἐκκαθαριστήριον γραφεῖον ἐκποιεῖ διὰ δημοπρασίας ἀγροτεμάχια εἰς τὴν περιοχὴν Καλαμαριᾶς. Ἡ δημοπρασία θὰ γίνῃ τὴν 6ην Ὀκτωβρίου, ἡμέραν Δευτέραν.: [627, 431, 806, 522]
- ad-english-lessons: [1184, 1956, 1568, 2072]
- decl-text-4-repeat-2: ΕΚΠΟΙΗΣΙΣ ΑΓΡΟΤΕΜΑΧΙΩΝ. Τὸ ἐκκαθαριστήριον γραφεῖον ἐκποιεῖ διὰ δημοπρασίας ἀγροτεμάχια εἰς τὴν περιοχὴν Καλαμαριᾶς. Ἡ δημοπρασία θὰ γίνῃ τὴν 6ην Ὀκτωβρίου, ἡμέραν Δευτέραν.: [813, 503, 992, 595]
- exam-section-text: Ἐκ τῆς γραμματείας τῆς σχολῆς ἀνακοινοῦται τὸ πρόγραμμα τῶν ἐξετάσεων τῆς περιόδου Σεπτεμβρίου.: [1381, 1100, 1568, 1152]
- water-sign: Ἐκ τοῦ Ο.Υ.Θ.: [905, 2215, 982, 2228]
- story-text-transport: Οἱ πρόεδροι τῶν κοινοτήτων Πιερίας, Νέας Ἐφέσου, Λιτοχώρου καὶ Κατερίνης ζητοῦν ὁριστικὴ λύση τοῦ θέματος τῶν συγκοινωνιῶν μεταξὺ τῶν χωριῶν καὶ τῆς πόλεως. Τονίζουν ὅτι ἡ ὑπάρχουσα κατάστασις δημιουργεῖ σοβαρὰ προβλήματα εἰς τοὺς κατοίκους καὶ ἰδίως εἰς τοὺς μαθητάς.: [325, 245, 617, 323]
- story-text-coastguard-repeat: Ὑπὸ τοῦ ὑπουργείου ἐμπορικῆς ναυτιλίας ἀνακοινοῦται ἡ κατάταξις 49 ἐμμίσθων λιμενοφυλάκων. Οἱ ἐνδιαφερόμενοι δύνανται νὰ ὑποβάλλουν αἰτήσεις εἰς τὰς λιμενικὰς ἀρχὰς μέχρι τῆς 15ης Ὀκτωβρίου.: [1002, 861, 1174, 965]
- decl-text-3-repeat: ΥΔΡΟΗΛΕΚΤΡΙΚΑΙ ΚΑΙ ΕΛΛΙΚΟΠΤΕΡΑ. Ἡ περιφερειακὴ διεύθυνσις Μακεδονίας προκηρύσσει διαγωνισμὸν διὰ τὴν ἐκτέλεσιν ἐργασιῶν. Τὰ τεύχη τοῦ διαγωνισμοῦ διατίθενται ἀπὸ τὰ γραφεῖα τῆς ὑπηρεσίας. Ἐκ τῆς περιφερειακῆς διευθύνσεως.: [813, 183, 992, 301]
- story-text-coastguard: Ὑπὸ τοῦ ὑπουργείου ἐμπορικῆς ναυτιλίας ἀνακοινοῦται ἡ κατάταξις 49 ἐμμίσθων λιμενοφυλάκων. Οἱ ἐνδιαφερόμενοι δύνανται νὰ ὑποβάλλουν αἰτήσεις εἰς τὰς λιμενικὰς ἀρχὰς μέχρι τῆς 15ης Ὀκτωβρίου.: [1002, 750, 1174, 855]
- decl-text-2: ΕΦΟΔΙΑ ΚΡΕΑΣ. Τὸ νοσοκομεῖον Θεσσαλονίκης προκηρύσσει πρόχειρον μειοδοτικὸν διαγωνισμὸν διὰ τὴν προμήθειαν κρέατος καὶ λοιπῶν εἰδῶν διατροφῆς. Ὁ διαγωνισμὸς θὰ διεξαχθῇ εἰς τὰ γραφεῖα τοῦ νοσοκομείου.: [627, 196, 806, 301]
- exam-section-text: Ἐκ τῆς γραμματείας τῆς σχολῆς ἀνακοινοῦται τὸ πρόγραμμα τῶν ἐξετάσεων τῆς περιόδου Σεπτεμβρίου.: [1381, 1158, 1568, 1210]
- exam-section-text: Ἐκ τοῦ ἐργαστηρίου ἠλεκτρονικῆς ἀνακοινοῦται τὸ πρόγραμμα τῶν ἐξετάσεων.: [1381, 590, 1568, 628]
- story-text-culture: Τὸ ὑπουργεῖον πολιτισμοῦ καὶ ἐπιστημῶν προκηρύσσει τὴν πλήρωσιν κενῶν ὀργανικῶν θέσεων εἰς ὑπηρεσίας ἐποπτευομένας ὑπ' αὐτοῦ. Αἱ αἰτήσεις τῶν ἐνδιαφερομένων μετὰ τῶν ἀπαιτουμένων δικαιολογητικῶν ὑποβάλλονται ἐντὸς προθεσμίας. Πληροφορίαι παρέχονται ἀπὸ τὰ γραφεῖα τῶν οἰκείων ὑπηρεσιῶν καθ' ὅλας τὰς ἐργασίμους ἡμέρας καὶ ὥρας.: [18, 1071, 314, 1163]
- exam-section-text: Ἐκ τοῦ ἐργαστηρίου ἀνακοινοῦται ὅτι αἱ ἐξετάσεις θὰ γίνουν τὴν 7ην Ὀκτωβρίου.: [1381, 529, 1568, 568]
- exam-section-text: Αἱ ἐξετάσεις τῶν μαθημάτων θὰ γίνουν εἰς τὸ ἀμφιθέατρον τῆς σχολῆς κατὰ τὸ ὡρολόγιον πρόγραμμα.: [1184, 847, 1371, 899]
- decl-text-5: ΕΚΠΟΙΗΣΙΣ ΒΑΜΒΑΚΟΣΠΟΡΟΥ. Ἡ ἕνωσις γεωργικῶν συνεταιρισμῶν ἐκποιεῖ διὰ πλειοδοτικοῦ διαγωνισμοῦ βαμβακόσπορον. Ὁ διαγωνισμὸς θὰ διεξαχθῇ τὴν 3ην Ὀκτωβρίου 1975.: [627, 529, 806, 620]
- exam-section-text: Ἐκ τοῦ ἐργαστηρίου ἀνακοινοῦται ὅτι αἱ ἐξετάσεις θὰ γίνουν τὴν 7ην Ὀκτωβρίου.: [1381, 439, 1568, 478]
- ad-technical-schools: [1002, 1637, 1174, 2058]
- ad-cinema: [423, 1509, 617, 2302]
- declarations-header: ΔΙΑΚΗΡΥΞΕΙΣ: [627, 10, 849, 67]
- exam-section-head: ΣΧΟΛΗ ΝΟΕ: [1184, 334, 1255, 348]
- dei-text: Θὰ διακοπῇ ἡ παροχὴ ἠλεκτρικοῦ ρεύματος διὰ τὴν ἐκτέλεσιν ἐργασιῶν συντηρήσεως τοῦ δικτύου εἰς τὰς κάτωθι περιοχάς:: [639, 1799, 980, 1825]
- dei-text-2-repeat: ΔΕΥΤΕΡΑ 29 Σεπτεμβρίου, ἀπὸ ὥρας 10.00—12.00. ΤΡΙΤΗ 30 Σεπτεμβρίου, ἀπὸ ὥρας 11.00—14.00 εἰς τὴν περιοχὴν Ἀγίας Τριάδος. Τὸ ρεῦμα δύναται νὰ ἐπανέλθῃ οἱανδήποτε στιγμὴν ἄνευ προειδοποιήσεως.: [639, 1906, 980, 1958]
- story-sign-left: Οἱ ἐπιθυμοῦντες: [18, 1267, 105, 1280]
- schools-address: ΠΡΟΜΗΘΕΩΣ 33 (ΟΠΙΣΘΕΝ ΞΕΝΟΔ. ΚΑΛΗ) ΤΗΛ. 527.527 - 527.51: [1013, 1957, 1162, 1990]
- nestle-role: ΤΑΜΙΑΝ (ἄνδρα ἢ γυναῖκα): [1276, 1860, 1476, 1879]
- plots-line-3: ΣΤΗΝ ΚΑΛΛΙΚΡΑΤΕΙΑ: [1265, 2172, 1487, 2196]
- decl-text-5-repeat: ΕΚΠΟΙΗΣΙΣ ΒΑΜΒΑΚΟΣΠΟΡΟΥ. Ἡ ἕνωσις γεωργικῶν συνεταιρισμῶν ἐκποιεῖ διὰ πλειοδοτικοῦ διαγωνισμοῦ βαμβακόσπορον. Ὁ διαγωνισμὸς θὰ διεξαχθῇ τὴν 3ην Ὀκτωβρίου 1975.: [627, 920, 806, 1012]
- exam-section-text: Ἐκ τοῦ ἐργαστηρίου ἠλεκτρονικῆς ἀνακοινοῦται τὸ πρόγραμμα τῶν ἐξετάσεων.: [1381, 680, 1568, 719]
- school-perk-item: Κρατικὴ Ἐπιχείρηση: [1009, 1876, 1127, 1890]
- story-head-fish: ΘΑ ΓΙΝΗ ΕΙΣΑΓΩΓΗ ΚΑΤΕΨΥΓΜΕΝΩΝ ΨΑΡΙΩΝ ΓΙΑ ΒΙΟΜΗΧΑΝΟΠΟΙΗΣΗ: [343, 415, 600, 444]
- water-notice: [627, 2052, 992, 2293]
- ad-nestle: [1184, 1782, 1568, 1944]
- attention-text-2: Πληροφορίαι ΕΓΝΑΤΙΑΣ 35: [1018, 2186, 1157, 2197]
- story-head-tanks: ΒΟΛΗ ΑΡΜΑΤΩΝ: [1032, 1090, 1144, 1105]
- kicker-students: Ἡ σπουδάζουσα νεολαία: [1184, 18, 1446, 41]
- exam-section-text: Αἱ ἐξετάσεις τῶν ὑποψηφίων εἰς τὴν ἑλληνικὴν γλῶσσαν θὰ γίνουν εἰς τὴν αἴθουσαν 12.: [1381, 981, 1568, 1020]
- offer-item: Ὑψηλὰς ἀποδοχὰς ἀναλόγως προσόντων.: [28, 2190, 278, 2204]
- schools-header: ΤΕΧΝΙΚΑΙ ΣΧΟΛΑΙ: [1009, 1645, 1166, 1659]
- ad-role-2: Ἡ ΧΗΜΙΚΟΣ ΜΗΧΑΝΙΚΟΣ: [77, 2042, 254, 2056]
- kicker: Ἰκανοποιητικός ὁ ἀπολογισμός: [18, 50, 203, 97]
- cinema-name-item: ΗΛΥΣΙΑ: [465, 1625, 576, 1657]
- story-text-spain: ΑΘΗΝΑΙ, 26.— Ἡ Γ.Σ.Ε.Ε. καὶ τὰ ἐργατικὰ κέντρα Ἀθηνῶν μὲ τηλεγραφήματα πρὸς τὸν στρατηγὸν Φράγκο ζητοῦν τὴν ματαίωση τῆς ἐκτελέσεως τῶν καταδικασθέντων Ἱσπανῶν. Μὲ τὸ αἴτημα αὐτὸ συντάσσονται καὶ πολλὰ ἄλλα σωματεῖα καὶ ὀργανώσεις ὅλης τῆς χώρας.: [325, 43, 617, 122]
- portrait-hair-icon: [481, 1779, 560, 1828]
- school-role-item: ΨΥΚΤΙΚΩΝ: [1056, 1766, 1119, 1780]
- story-head-freight: ΤΟ ΝΟΜΟΣΧΕΔΙΟ ΠΕΡΙ ΧΕΡΣΑΙΩΝ ΜΕΤΑΦΟΡΩΝ: [355, 617, 588, 647]
- story-sign-thrace: Ὁ πρόεδρος τῆς Δ.Ε. Καθηγητής ΛΥΣΙΜΑΧΟΣ Ν. ΜΑΥΡΙΔΗΣ: [74, 1425, 314, 1448]
- cinema-day: ΣΤΗΝ ΔΕΥΤΕΡΑΝ: [474, 1663, 566, 1674]
- exam-section-text: Αἱ ἐξετάσεις θὰ διεξαχθοῦν εἰς τὸ ἐργαστήριον ἰατρικῆς φυσικῆς τὴν 10ην Ὀκτωβρίου.: [1184, 1082, 1371, 1121]
- story-head-pensions: ΑΥΞΗΣΙΝ 30% ΤΩΝ ΣΥΝΤΑΞΕΩΝ ΖΗΤΕΙ Η ΟΜΟΣΠΟΝΔΙΑ ΣΥΝΤΑΞΙΟΥΧΩΝ ΤΟΥ ΙΚΑ: [1014, 10, 1161, 61]
- school-role-item: ΔΟΜΙΚΩΝ: [1059, 1795, 1116, 1809]
- schools-intro: Γιὰ σοβαρὴ ἐπιτυχημένη σταδιοδρομία στὶς εἰδικότητες: [1009, 1690, 1156, 1731]
- ad-req-list: [28, 2084, 303, 2162]
